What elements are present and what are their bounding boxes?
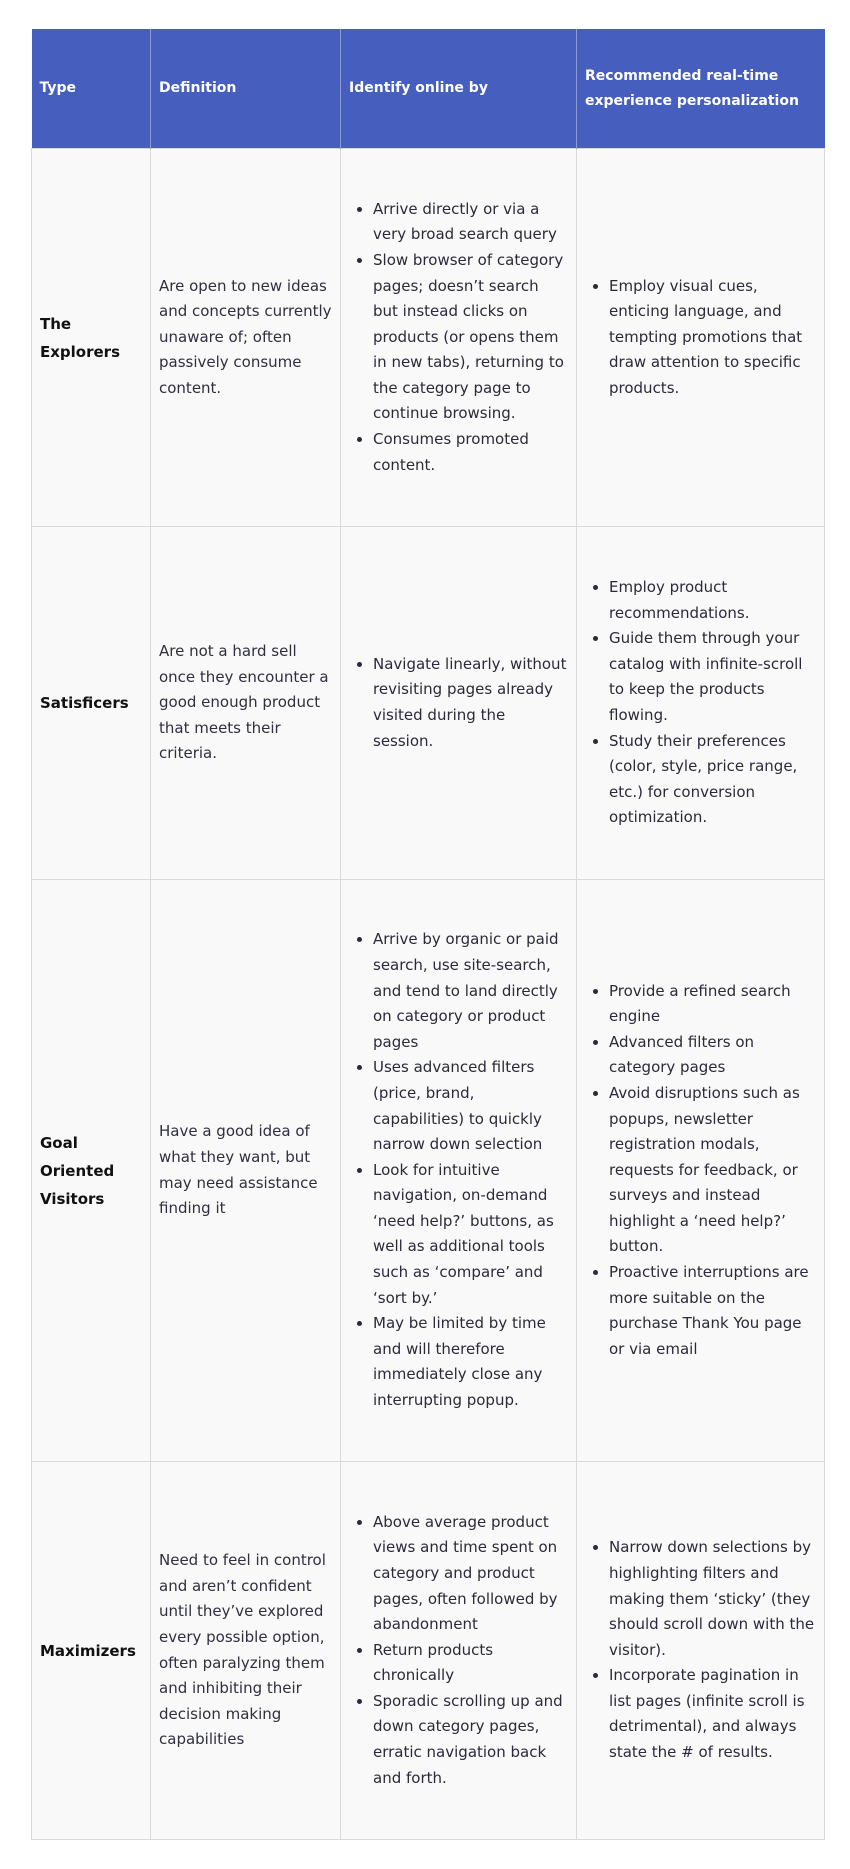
header-row [32, 29, 825, 149]
identify-list [349, 1510, 568, 1792]
list-item: • Employ visual cues, enticing language, and tempting promotions that draw attention to specific products. [609, 274, 816, 402]
list-item: • Slow browser of category pages; doesn’t search but instead clicks on products (or opens them in new tabs), returning to the category page to continue browsing. [373, 248, 568, 427]
table-header [32, 29, 825, 149]
list-item: • Navigate linearly, without revisiting pages already visited during the session. [373, 652, 568, 754]
list-item: • Consumes promoted content. [373, 427, 568, 478]
type-cell: The Explorers [32, 149, 151, 527]
list-item: • Return products chronically [373, 1638, 568, 1689]
visitor-types-table [31, 29, 825, 1840]
type-cell: Goal Oriented Visitors [32, 880, 151, 1462]
recommended-cell [577, 1462, 825, 1840]
table-row-maximizers [32, 1462, 825, 1840]
recommended-list [585, 575, 816, 831]
list-item: • Incorporate pagination in list pages (infinite scroll is detrimental), and always state the # of results. [609, 1663, 816, 1765]
recommended-list [585, 1535, 816, 1765]
identify-cell [341, 1462, 577, 1840]
header-type: Type [32, 29, 151, 149]
table-row-goal-oriented-visitors [32, 880, 825, 1462]
type-cell: Satisficers [32, 527, 151, 880]
recommended-cell [577, 527, 825, 880]
list-item: • Study their preferences (color, style, price range, etc.) for conversion optimization. [609, 729, 816, 831]
header-definition: Definition [151, 29, 341, 149]
table-row-satisficers [32, 527, 825, 880]
definition-cell: Need to feel in control and aren’t confident until they’ve explored every possible option, often paralyzing them and inhibiting their decision making capabilities [151, 1462, 341, 1840]
list-item: • Look for intuitive navigation, on-demand ‘need help?’ buttons, as well as additional tools such as ‘compare’ and ‘sort by.’ [373, 1158, 568, 1312]
list-item: • Proactive interruptions are more suitable on the purchase Thank You page or via email [609, 1260, 816, 1362]
list-item: • May be limited by time and will therefore immediately close any interrupting popup. [373, 1311, 568, 1413]
recommended-list [585, 274, 816, 402]
list-item: • Guide them through your catalog with infinite-scroll to keep the products flowing. [609, 626, 816, 728]
table-row-explorers [32, 149, 825, 527]
list-item: • Narrow down selections by highlighting filters and making them ‘sticky’ (they should scroll down with the visitor). [609, 1535, 816, 1663]
header-identify-online-by: Identify online by [341, 29, 577, 149]
identify-list [349, 927, 568, 1413]
list-item: • Uses advanced filters (price, brand, capabilities) to quickly narrow down selection [373, 1055, 568, 1157]
identify-cell [341, 880, 577, 1462]
recommended-cell [577, 880, 825, 1462]
definition-cell: Are not a hard sell once they encounter a good enough product that meets their criteria. [151, 527, 341, 880]
definition-cell: Have a good idea of what they want, but may need assistance finding it [151, 880, 341, 1462]
definition-cell: Are open to new ideas and concepts currently unaware of; often passively consume content. [151, 149, 341, 527]
list-item: • Advanced filters on category pages [609, 1030, 816, 1081]
list-item: • Avoid disruptions such as popups, newsletter registration modals, requests for feedback, or surveys and instead highlight a ‘need help?’ button. [609, 1081, 816, 1260]
table-body [32, 149, 825, 1840]
recommended-cell [577, 149, 825, 527]
type-cell: Maximizers [32, 1462, 151, 1840]
list-item: • Sporadic scrolling up and down category pages, erratic navigation back and forth. [373, 1689, 568, 1791]
identify-cell [341, 527, 577, 880]
list-item: • Employ product recommendations. [609, 575, 816, 626]
list-item: • Above average product views and time spent on category and product pages, often followed by abandonment [373, 1510, 568, 1638]
identify-list [349, 197, 568, 479]
list-item: • Arrive directly or via a very broad search query [373, 197, 568, 248]
visitor-types-table-container [31, 29, 824, 1840]
list-item: • Arrive by organic or paid search, use site-search, and tend to land directly on category or product pages [373, 927, 568, 1055]
identify-cell [341, 149, 577, 527]
list-item: • Provide a refined search engine [609, 979, 816, 1030]
recommended-list [585, 979, 816, 1363]
identify-list [349, 652, 568, 754]
header-recommended-personalization: Recommended real-time experience personalization [577, 29, 825, 149]
